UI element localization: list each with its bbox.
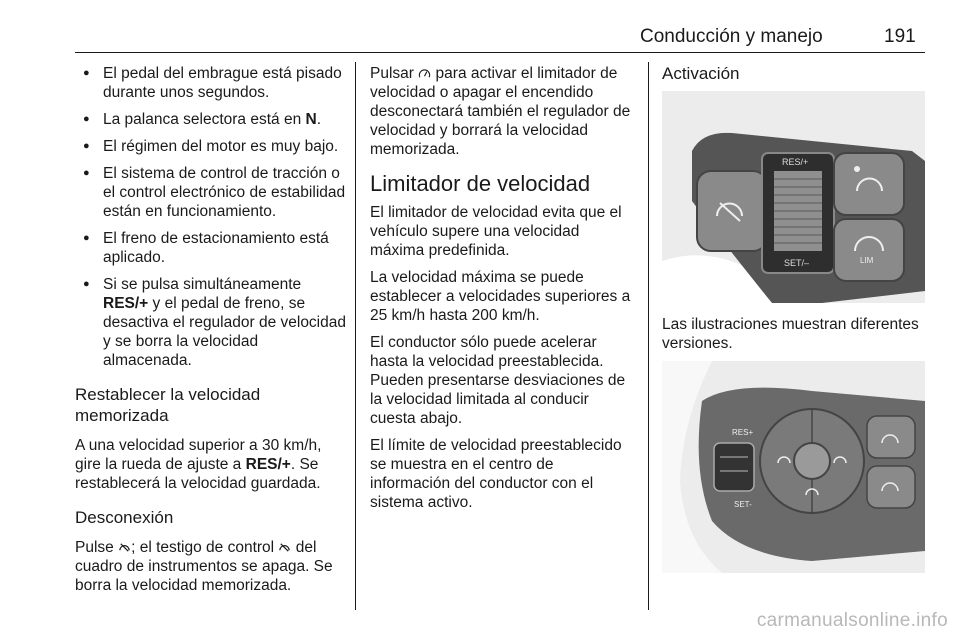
page-header-title: Conducción y manejo bbox=[640, 26, 823, 47]
res-plus-label: RES+ bbox=[732, 428, 754, 437]
res-label: RES/+ bbox=[103, 295, 149, 312]
paragraph: El limitador de velocidad evita que el vehículo supere una velocidad máxima predefinida. bbox=[370, 204, 622, 259]
list-item: ● El freno de estacionamiento está aplicado. bbox=[75, 229, 347, 267]
column-divider bbox=[355, 62, 356, 610]
condition-list bbox=[75, 64, 347, 370]
lim-label: LIM bbox=[860, 256, 874, 265]
column-divider bbox=[648, 62, 649, 610]
cruise-off-icon bbox=[118, 541, 131, 554]
res-plus-label: RES/+ bbox=[782, 157, 809, 167]
set-minus-label: SET- bbox=[734, 500, 752, 509]
set-minus-label: SET/– bbox=[784, 258, 810, 268]
paragraph: El conductor sólo puede acelerar hasta la velocidad preestablecida. Pueden presentarse desviaciones de la velocidad limitada al conducir cuesta abajo. bbox=[370, 334, 626, 427]
disconnect-text: Pulse ; el testigo de control del cuadro de instrumentos se apaga. Se borra la velocidad memorizada. bbox=[75, 539, 333, 594]
list-item: ● El régimen del motor es muy bajo. bbox=[75, 137, 347, 156]
gear-n-label: N bbox=[305, 111, 317, 128]
paragraph: El límite de velocidad preestablecido se muestra en el centro de información del conductor con el sistema activo. bbox=[370, 437, 622, 511]
column-right bbox=[662, 64, 927, 585]
list-item: ● El sistema de control de tracción o el control electrónico de estabilidad están en funcionamiento. bbox=[75, 164, 347, 221]
disconnect-heading: Desconexión bbox=[75, 508, 174, 527]
watermark: carmanualsonline.info bbox=[756, 610, 948, 631]
cruise-off-icon bbox=[278, 541, 291, 554]
restore-speed-text: A una velocidad superior a 30 km/h, gire la rueda de ajuste a RES/+. Se restablecerá la velocidad guardada. bbox=[75, 437, 322, 492]
list-item: ● Si se pulsa simultáneamente RES/+ y el pedal de freno, se desactiva el regulador de velocidad y se borra la velocidad almacenada. bbox=[75, 275, 347, 370]
paragraph: La velocidad máxima se puede establecer a velocidades superiores a 25 km/h hasta 200 km/h. bbox=[370, 269, 631, 324]
header-rule bbox=[75, 52, 925, 53]
list-item: ● El pedal del embrague está pisado durante unos segundos. bbox=[75, 64, 347, 102]
steering-wheel-controls-illustration-alt bbox=[662, 361, 925, 573]
page-number: 191 bbox=[884, 26, 916, 47]
column-middle bbox=[370, 64, 635, 520]
intro-paragraph: Pulsar para activar el limitador de velocidad o apagar el encendido desconectará también el regulador de velocidad y borrará la velocidad memorizada. bbox=[370, 65, 631, 158]
activation-heading: Activación bbox=[662, 64, 740, 83]
speed-limiter-icon bbox=[418, 67, 431, 80]
speed-limiter-heading: Limitador de velocidad bbox=[370, 171, 591, 196]
list-item: ● La palanca selectora está en N. bbox=[75, 110, 347, 129]
column-left bbox=[75, 64, 347, 603]
steering-wheel-controls-illustration bbox=[662, 91, 925, 303]
restore-speed-heading: Restablecer la velocidad memorizada bbox=[75, 385, 261, 425]
illustration-caption: Las ilustraciones muestran diferentes versiones. bbox=[662, 316, 919, 352]
